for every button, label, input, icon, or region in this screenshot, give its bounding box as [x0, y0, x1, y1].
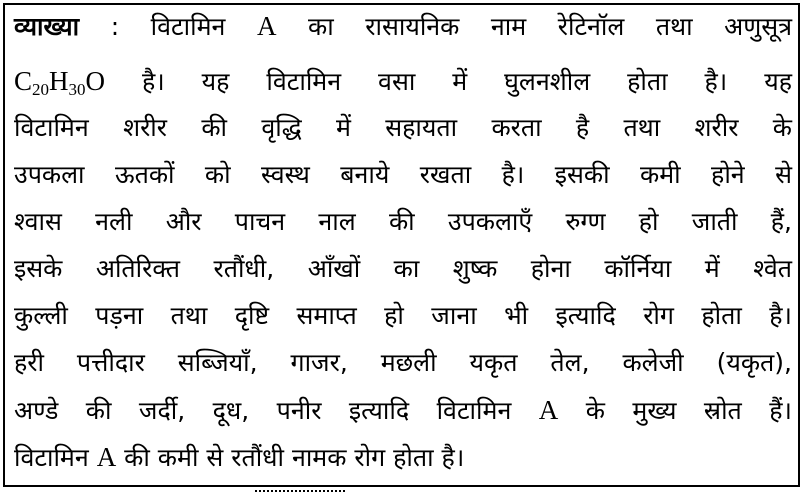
- line-1-text-a: विटामिन: [150, 12, 226, 41]
- text-line-1: [14, 7, 792, 45]
- chemical-formula: [14, 66, 106, 99]
- vitamin-letter: A: [538, 395, 559, 425]
- vitamin-letter: A: [256, 11, 277, 41]
- cut-off-text-fragment: [255, 488, 345, 494]
- line-2-text: है। यह विटामिन वसा में घुलनशील होता है। यह: [141, 67, 792, 96]
- formula-c: C: [14, 66, 33, 96]
- line-10-text-b: की कमी से रतौंधी नामक रोग होता है।: [124, 443, 465, 472]
- text-line-3: विटामिन शरीर की वृद्धि में सहायता करता है तथा शरीर के: [14, 113, 792, 142]
- text-line-8: हरी पत्तीदार सब्जियाँ, गाजर, मछली यकृत तेल, कलेजी (यकृत),: [14, 348, 792, 377]
- text-line-2: [14, 62, 792, 100]
- text-line-9: [14, 391, 792, 429]
- label-colon: :: [110, 12, 120, 41]
- line-1-text-b: का रासायनिक नाम रेटिनॉल तथा अणुसूत्र: [308, 12, 793, 41]
- line-9-text-a: अण्डे की जर्दी, दूध, पनीर इत्यादि विटामिन: [14, 396, 512, 425]
- explanation-label: व्याख्या: [14, 12, 80, 41]
- text-line-10: [14, 438, 792, 476]
- text-line-4: उपकला ऊतकों को स्वस्थ बनाये रखता है। इसकी कमी होने से: [14, 160, 792, 189]
- vitamin-letter: A: [96, 442, 117, 472]
- formula-h-subscript: 30: [68, 80, 86, 99]
- explanation-box: [3, 3, 800, 487]
- formula-o: O: [85, 66, 106, 96]
- formula-c-subscript: 20: [32, 80, 50, 99]
- line-10-text-a: विटामिन: [14, 443, 89, 472]
- text-line-5: श्वास नली और पाचन नाल की उपकलाएँ रुग्ण हो जाती हैं,: [14, 207, 792, 236]
- text-line-6: इसके अतिरिक्त रतौंधी, आँखों का शुष्क होना कॉर्निया में श्वेत: [14, 254, 792, 283]
- formula-h: H: [49, 66, 69, 96]
- text-line-7: कुल्ली पड़ना तथा दृष्टि समाप्त हो जाना भी इत्यादि रोग होता है।: [14, 301, 792, 330]
- line-9-text-b: के मुख्य स्रोत हैं।: [585, 396, 792, 425]
